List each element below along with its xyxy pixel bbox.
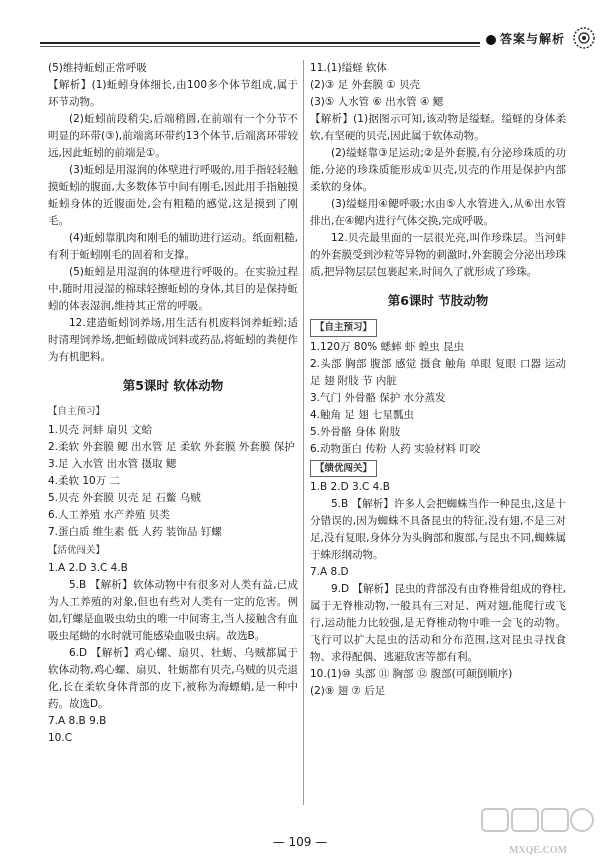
answer-line: 2.头部 胸部 腹部 感觉 摄食 触角 单眼 复眼 口器 运动 足 翅 附肢 节 内脏 — [310, 357, 566, 387]
answer-line: 3.气门 外骨骼 保护 水分蒸发 — [310, 391, 446, 404]
analysis-paragraph: 9.D 【解析】昆虫的背部没有由脊椎骨组成的脊柱,属于无脊椎动物,一般具有三对足、两对翅,能爬行或飞行,运动能力比较强,是无脊椎动物中唯一会飞的动物。飞行可以扩大昆虫的活动和分布范围,这对昆虫寻找食物、求得配偶、逃避敌害等都有利。 — [310, 583, 566, 663]
analysis-paragraph: (3)蚯蚓是用湿润的体壁进行呼吸的,用手指轻轻触摸蚯蚓的腹面,大多数体节中间有刚毛,因此用手指触摸蚯蚓身体的近腹面处,会有粗糙的感觉,这是摸到了刚毛。 — [48, 164, 298, 227]
answer-paragraph: 12.贝壳最里面的一层很光亮,叫作珍珠层。当河蚌的外套膜受到沙粒等异物的刺激时,外套膜会分泌出珍珠质,把异物层层包裹起来,时间久了就形成了珍珠。 — [310, 232, 566, 278]
analysis-paragraph: 【解析】(1)据图示可知,该动物是缢蛏。缢蛏的身体柔软,有坚硬的贝壳,因此属于软体动物。 — [310, 113, 566, 142]
column-divider — [303, 60, 304, 805]
answer-line: 4.触角 足 翅 七星瓢虫 — [310, 408, 415, 421]
analysis-paragraph: (5)蚯蚓是用湿润的体壁进行呼吸的。在实验过程中,随时用浸湿的棉球轻擦蚯蚓的身体,其目的是保持蚯蚓的体表湿润,维持其正常的呼吸。 — [48, 266, 298, 312]
answer-line: 1.贝壳 河蚌 扇贝 文蛤 — [48, 423, 153, 436]
analysis-paragraph: (2)蚯蚓前段稍尖,后端稍圆,在前端有一个分节不明显的环带(③),前端离环带约13个体节,后端离环带较远,因此蚯蚓的前端是①。 — [48, 113, 298, 159]
answer-line: 6.人工养殖 水产养殖 贝类 — [48, 508, 170, 521]
flower-logo-icon — [572, 26, 596, 50]
answer-line: 1.A 2.D 3.C 4.B — [48, 562, 128, 574]
answer-paragraph: 12.建造蚯蚓饲养场,用生活有机废料饲养蚯蚓;适时清理饲养场,把蚯蚓做成饲料或药品,将蚯蚓的粪便作为有机肥料。 — [48, 317, 298, 363]
header-title: 答案与解析 — [500, 32, 566, 46]
answer-line: 2.柔软 外套膜 鳃 出水管 足 柔软 外套膜 外套膜 保护 — [48, 440, 295, 453]
lesson-6-title: 第6课时 节肢动物 — [387, 293, 489, 308]
answer-line: 7.A 8.B 9.B — [48, 715, 107, 727]
answer-line: 3.足 入水管 出水管 摄取 鳃 — [48, 457, 177, 470]
analysis-paragraph: (3)缢蛏用④鳃呼吸;水由⑤人水管进入,从⑥出水管排出,在④鳃内进行气体交换,完成呼吸。 — [310, 198, 566, 227]
answer-line: (3)⑤ 人水管 ⑥ 出水管 ④ 鳃 — [310, 96, 444, 108]
answer-line: 5.贝壳 外套膜 贝壳 足 石鳖 乌贼 — [48, 491, 201, 504]
answer-line: 11.(1)缢蛏 软体 — [310, 62, 387, 74]
answer-line: 4.柔软 10万 二 — [48, 474, 121, 487]
practice-label: 【活优闯关】 — [48, 544, 106, 556]
analysis-paragraph: 5.B 【解析】软体动物中有很多对人类有益,已成为人工养殖的对象,但也有些对人类有一定的危害。例如,钉螺是血吸虫幼虫的唯一中间寄主,当人接触含有血吸虫尾蚴的水时就可能感染血吸虫病。故选B。 — [48, 579, 298, 642]
page-header — [40, 30, 565, 52]
left-column — [48, 60, 298, 747]
watermark — [478, 805, 598, 861]
self-study-label: 【自主预习】 — [48, 406, 106, 418]
watermark-text: MXQE.COM — [508, 845, 568, 856]
answer-line: 10.C — [48, 732, 73, 744]
header-rule — [40, 42, 480, 44]
right-column — [310, 60, 566, 700]
self-study-label: 【自主预习】 — [310, 319, 377, 336]
analysis-paragraph: 【解析】(1)蚯蚓身体细长,由100多个体节组成,属于环节动物。 — [48, 79, 298, 108]
header-bullet-icon — [486, 35, 496, 45]
lesson-5-title: 第5课时 软体动物 — [122, 378, 224, 393]
answer-line: 10.(1)⑩ 头部 ⑪ 胸部 ⑫ 腹部(可颠倒顺序) — [310, 668, 513, 680]
header-rule-thin — [40, 46, 480, 47]
answer-line: 1.B 2.D 3.C 4.B — [310, 481, 390, 493]
analysis-paragraph: 6.D 【解析】鸡心螺、扇贝、牡蛎、乌贼都属于软体动物,鸡心螺、扇贝、牡蛎都有贝壳,乌贼的贝壳退化,长在柔软身体背部的皮下,被称为海螵蛸,是一种中药。故选D。 — [48, 647, 298, 710]
page-number: — 109 — — [272, 835, 328, 849]
answer-line: 6.动物蛋白 传粉 人药 实验材料 叮咬 — [310, 442, 481, 455]
analysis-paragraph: (4)蚯蚓靠肌肉和刚毛的辅助进行运动。纸面粗糙,有利于蚯蚓刚毛的固着和支撑。 — [48, 232, 298, 261]
answer-line: (5)维持蚯蚓正常呼吸 — [48, 62, 147, 74]
answer-line: 5.外骨骼 身体 附肢 — [310, 425, 401, 438]
answer-line: 7.A 8.D — [310, 566, 349, 578]
analysis-paragraph: (2)缢蛏靠③足运动;②是外套膜,有分泌珍珠质的功能,分泌的珍珠质能形成①贝壳,贝壳的作用是保护内部柔软的身体。 — [310, 147, 566, 193]
answer-line: (2)③ 足 外套膜 ① 贝壳 — [310, 79, 421, 91]
analysis-paragraph: 5.B 【解析】许多人会把蜘蛛当作一种昆虫,这是十分错误的,因为蜘蛛不具备昆虫的特征,没有翅,不是三对足,没有复眼,身体分为头胸部和腹部,与昆虫不同,蜘蛛属于蛛形纲动物。 — [310, 498, 566, 561]
practice-label: 【绩优闯关】 — [310, 460, 377, 477]
answer-line: 7.蛋白质 维生素 低 人药 装饰品 钉螺 — [48, 525, 222, 538]
answer-line: (2)⑨ 翅 ⑦ 后足 — [310, 685, 386, 697]
answer-line: 1.120万 80% 蟋蟀 虾 蝗虫 昆虫 — [310, 340, 465, 353]
